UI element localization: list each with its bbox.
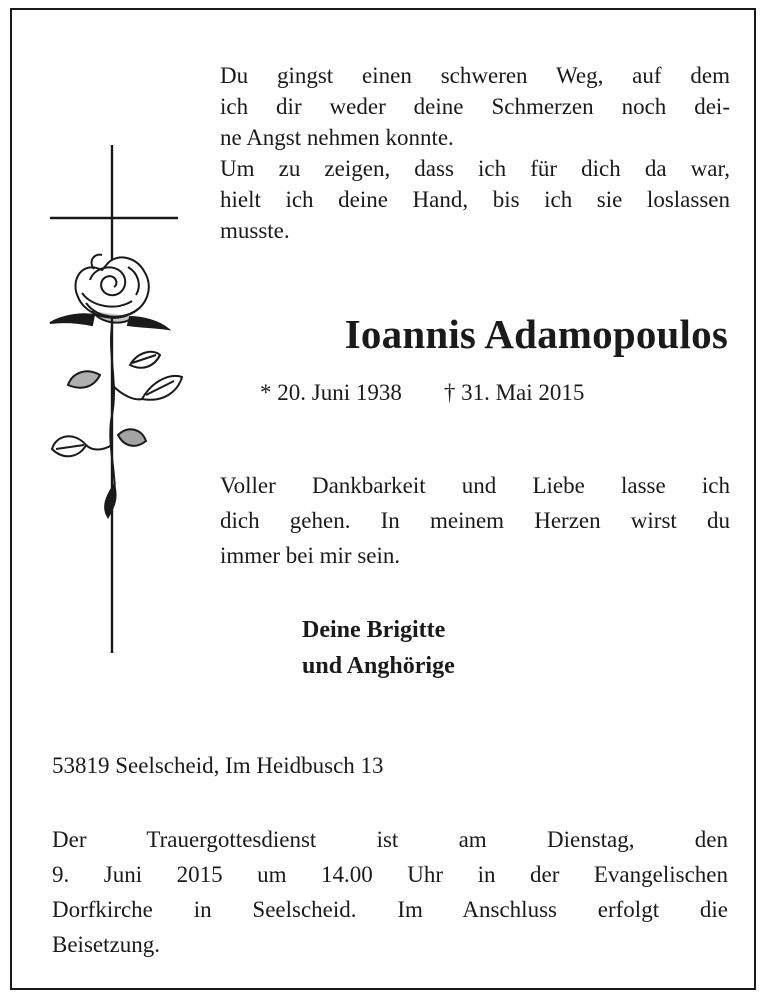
service-line: Der Trauergottesdienst ist am Dienstag, den <box>52 827 728 852</box>
farewell-line: dich gehen. In meinem Herzen wirst du <box>220 508 730 533</box>
farewell-line: Voller Dankbarkeit und Liebe lasse ich <box>220 473 730 498</box>
obituary-frame <box>10 8 756 990</box>
life-dates <box>260 380 584 406</box>
poem-line: musste. <box>220 218 290 243</box>
service-notice <box>52 822 728 962</box>
deceased-name: Ioannis Adamopoulos <box>344 311 728 357</box>
poem-line: Um zu zeigen, dass ich für dich da war, <box>220 156 730 181</box>
death-symbol: † <box>443 380 456 405</box>
signature-line: und Anghörige <box>302 653 455 679</box>
service-line: 9. Juni 2015 um 14.00 Uhr in der Evangelischen <box>52 862 728 887</box>
cross-with-rose <box>42 145 202 670</box>
service-line: Dorfkirche in Seelscheid. Im Anschluss erfolgt die <box>52 897 728 922</box>
farewell-line: immer bei mir sein. <box>220 543 401 568</box>
farewell-text <box>220 468 730 573</box>
address: 53819 Seelscheid, Im Heidbusch 13 <box>52 753 384 778</box>
birth-date: * 20. Juni 1938 <box>260 380 402 405</box>
poem-line: Du gingst einen schweren Weg, auf dem <box>220 63 730 88</box>
poem-line: ich dir weder deine Schmerzen noch dei- <box>220 94 730 119</box>
rose-icon <box>50 255 182 517</box>
cross-icon <box>42 145 202 665</box>
poem-line: ne Angst nehmen konnte. <box>220 125 454 150</box>
signature <box>302 612 455 684</box>
poem-line: hielt ich deine Hand, bis ich sie loslassen <box>220 187 730 212</box>
poem <box>220 60 730 246</box>
service-line: Beisetzung. <box>52 932 160 957</box>
signature-line: Deine Brigitte <box>302 617 446 643</box>
death-date: 31. Mai 2015 <box>461 380 585 405</box>
